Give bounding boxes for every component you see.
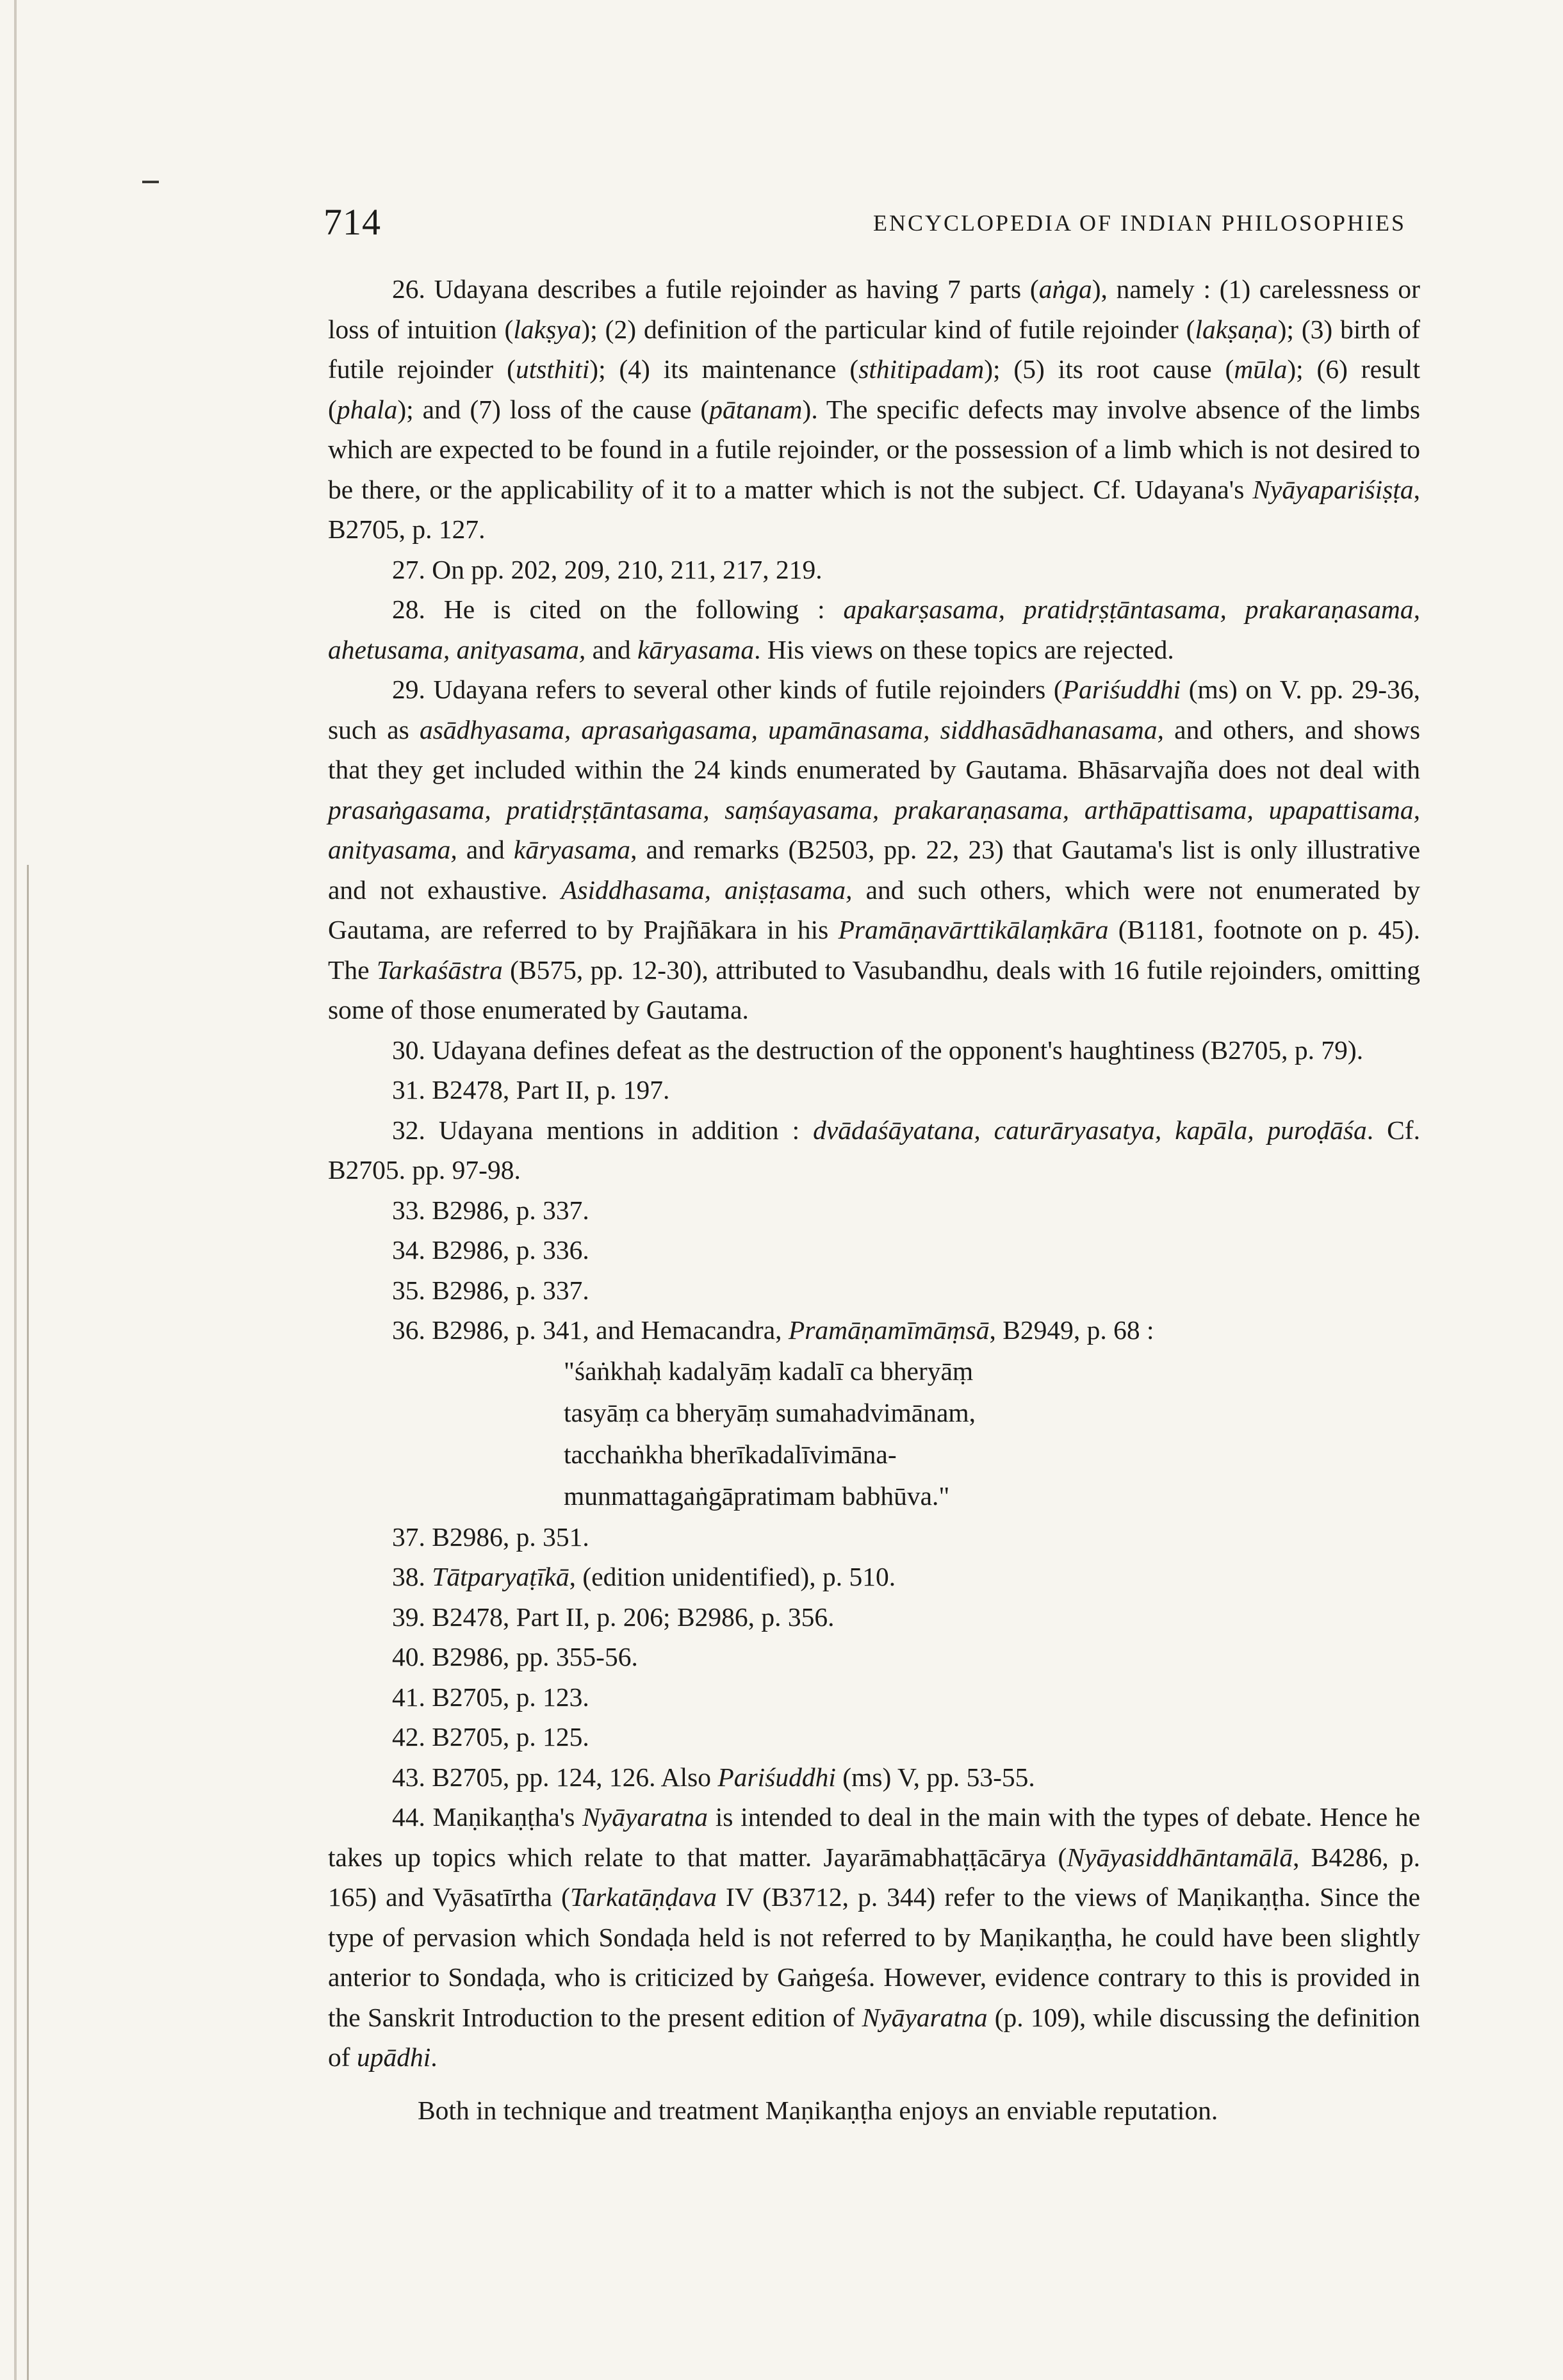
note-29: 29. Udayana refers to several other kinds of futile rejoinders (Pariśuddhi (ms) on V. pp. 29-36, such as asādhyasama, aprasaṅgasama, upamānasama, siddhasādhanasama, and others, and shows that they get included within the 24 kinds enumerated by Gautama. Bhāsarvajña does not deal with prasaṅgasama, pratidṛṣṭāntasama, saṃśayasama, prakaraṇasama, arthāpattisama, upapattisama, anityasama, and kāryasama, and remarks (B2503, pp. 22, 23) that Gautama's list is only illustrative and not exhaustive. Asiddhasama, aniṣṭasama, and such others, which were not enumerated by Gautama, are referred to by Prajñākara in his Pramāṇavārttikālaṃkāra (B1181, footnote on p. 45). The Tarkaśāstra (B575, pp. 12-30), attributed to Vasubandhu, deals with 16 futile rejoinders, omitting some of those enumerated by Gautama. — [328, 675, 1421, 1024]
note-31: 31. B2478, Part II, p. 197. — [392, 1075, 670, 1104]
note-43: 43. B2705, pp. 124, 126. Also Pariśuddhi (ms) V, pp. 53-55. — [392, 1762, 1035, 1792]
note-42: 42. B2705, p. 125. — [392, 1722, 589, 1752]
note-33: 33. B2986, p. 337. — [392, 1195, 589, 1225]
page-header — [323, 195, 1406, 247]
note-30: 30. Udayana defines defeat as the destruction of the opponent's haughtiness (B2705, p. 79). — [392, 1035, 1364, 1065]
note-35: 35. B2986, p. 337. — [392, 1275, 589, 1305]
verse-line-2: tasyāṃ ca bheryāṃ sumahadvimānam, — [564, 1397, 976, 1427]
page-number: 714 — [323, 201, 381, 243]
note-28: 28. He is cited on the following : apakarṣasama, pratidṛṣṭāntasama, prakaraṇasama, ahetusama, anityasama, and kāryasama. His views on these topics are rejected. — [328, 595, 1420, 664]
note-34: 34. B2986, p. 336. — [392, 1235, 589, 1265]
note-37: 37. B2986, p. 351. — [392, 1522, 589, 1552]
note-27: 27. On pp. 202, 209, 210, 211, 217, 219. — [392, 554, 822, 584]
binding-edge-rule — [14, 0, 17, 2380]
note-44: 44. Maṇikaṇṭha's Nyāyaratna is intended to deal in the main with the types of debate. Hence he takes up topics which relate to that matter. Jayarāmabhaṭṭācārya (Nyāyasiddhāntamālā, B4286, p. 165) and Vyāsatīrtha (Tarkatāṇḍava IV (B3712, p. 344) refer to the views of Maṇikaṇṭha. Since the type of pervasion which Sondaḍa held is not referred to by Maṇikaṇṭha, he could have been slightly anterior to Sondaḍa, who is criticized by Gaṅgeśa. However, evidence contrary to this is provided in the Sanskrit Introduction to the present edition of Nyāyaratna (p. 109), while discussing the definition of upādhi. — [328, 1802, 1420, 2072]
note-36: 36. B2986, p. 341, and Hemacandra, Pramāṇamīmāṃsā, B2949, p. 68 : — [392, 1315, 1154, 1345]
note-39: 39. B2478, Part II, p. 206; B2986, p. 356. — [392, 1602, 835, 1632]
note-41: 41. B2705, p. 123. — [392, 1682, 589, 1712]
note-38: 38. Tātparyaṭīkā, (edition unidentified), p. 510. — [392, 1562, 896, 1591]
verse-line-3: tacchaṅkha bherīkadalīvimāna- — [564, 1439, 897, 1469]
note-26: 26. Udayana describes a futile rejoinder as having 7 parts (aṅga), namely : (1) carelessness or loss of intuition (lakṣya); (2) definition of the particular kind of futile rejoinder (lakṣaṇa); (3) birth of futile rejoinder (utsthiti); (4) its maintenance (sthitipadam); (5) its root cause (mūla); (6) result (phala); and (7) loss of the cause (pātanam). The specific defects may involve absence of the limbs which are expected to be found in a futile rejoinder, or the possession of a limb which is not desired to be there, or the applicability of it to a matter which is not the subject. Cf. Udayana's Nyāyapariśiṣṭa, B2705, p. 127. — [328, 274, 1421, 544]
note-44-closing-line: Both in technique and treatment Maṇikaṇṭha enjoys an enviable reputation. — [418, 2095, 1218, 2125]
margin-dash-mark — [142, 181, 159, 183]
binding-edge-shadow — [27, 865, 29, 2380]
note-40: 40. B2986, pp. 355-56. — [392, 1642, 638, 1671]
running-head: ENCYCLOPEDIA OF INDIAN PHILOSOPHIES — [872, 210, 1406, 236]
note-32: 32. Udayana mentions in addition : dvādaśāyatana, caturāryasatya, kapāla, puroḍāśa. Cf. B2705. pp. 97-98. — [328, 1115, 1420, 1185]
footnotes-body — [328, 269, 1420, 2130]
verse-line-1: "śaṅkhaḥ kadalyāṃ kadalī ca bheryāṃ — [564, 1356, 974, 1386]
verse-line-4: munmattagaṅgāpratimam babhūva." — [564, 1481, 950, 1511]
